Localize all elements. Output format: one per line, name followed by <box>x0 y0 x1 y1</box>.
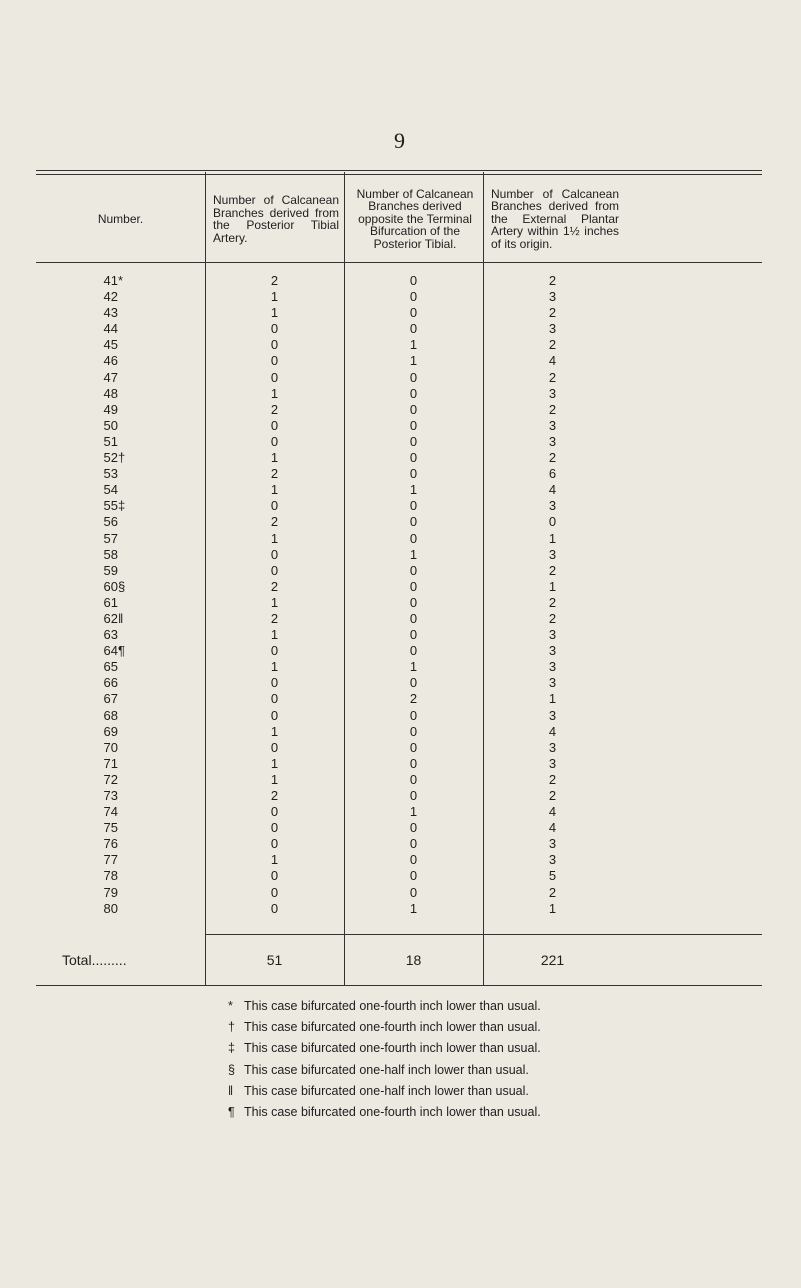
cell-external-plantar: 3 <box>548 643 557 659</box>
cell-external-plantar: 3 <box>548 627 557 643</box>
cell-posterior-tibial: 0 <box>270 739 279 755</box>
cell-opposite-bifurcation: 0 <box>409 707 418 723</box>
cell-external-plantar: 4 <box>548 820 557 836</box>
row-number: 57 <box>103 530 118 546</box>
cell-posterior-tibial: 2 <box>270 578 279 594</box>
cell-opposite-bifurcation: 0 <box>409 594 418 610</box>
cell-external-plantar: 1 <box>548 900 557 916</box>
cell-external-plantar: 2 <box>548 305 557 321</box>
row-number: 80 <box>103 900 118 916</box>
cell-posterior-tibial: 0 <box>270 691 279 707</box>
total-opposite-bifurcation: 18 <box>405 952 422 968</box>
row-number: 64¶ <box>103 643 125 659</box>
cell-opposite-bifurcation: 0 <box>409 739 418 755</box>
cell-external-plantar: 1 <box>548 578 557 594</box>
footnote-mark: ‖ <box>228 1083 234 1098</box>
row-number: 63 <box>103 627 118 643</box>
total-rule <box>205 934 762 935</box>
cell-posterior-tibial: 1 <box>270 289 279 305</box>
cell-opposite-bifurcation: 0 <box>409 401 418 417</box>
cell-posterior-tibial: 0 <box>270 337 279 353</box>
cell-posterior-tibial: 0 <box>270 820 279 836</box>
row-number: 41* <box>103 273 124 288</box>
header-bottom-rule <box>36 262 762 263</box>
row-number: 47 <box>103 369 118 385</box>
cell-external-plantar: 4 <box>548 353 557 369</box>
row-number: 54 <box>103 482 118 498</box>
table-row <box>36 868 622 884</box>
table-row <box>36 595 622 611</box>
cell-posterior-tibial: 0 <box>270 417 279 433</box>
table-row <box>36 482 622 498</box>
cell-posterior-tibial: 0 <box>270 369 279 385</box>
cell-posterior-tibial: 1 <box>270 755 279 771</box>
row-number: 66 <box>103 675 118 691</box>
cell-posterior-tibial: 1 <box>270 530 279 546</box>
cell-opposite-bifurcation: 0 <box>409 771 418 787</box>
header-posterior-tibial: Number of Calcanean Branches derived from the Posterior Tibial Artery. <box>213 193 339 245</box>
cell-posterior-tibial: 0 <box>270 643 279 659</box>
row-number: 52† <box>103 450 126 466</box>
cell-opposite-bifurcation: 0 <box>409 868 418 884</box>
table-row <box>36 498 622 514</box>
table-row <box>36 643 622 659</box>
table-row <box>36 434 622 450</box>
table-row <box>36 466 622 482</box>
cell-posterior-tibial: 1 <box>270 450 279 466</box>
cell-opposite-bifurcation: 0 <box>409 627 418 643</box>
cell-external-plantar: 2 <box>548 337 557 353</box>
row-number: 59 <box>103 562 118 578</box>
cell-external-plantar: 2 <box>548 401 557 417</box>
footnote-text: This case bifurcated one-fourth inch lower than usual. <box>244 1105 541 1120</box>
row-number: 46 <box>103 353 118 369</box>
cell-external-plantar: 3 <box>548 852 557 868</box>
cell-opposite-bifurcation: 0 <box>409 305 418 321</box>
cell-external-plantar: 3 <box>548 675 557 691</box>
footnote-text: This case bifurcated one-half inch lower than usual. <box>244 1083 529 1098</box>
cell-posterior-tibial: 2 <box>270 788 279 803</box>
cell-posterior-tibial: 2 <box>270 610 279 626</box>
row-number: 65 <box>103 659 118 675</box>
cell-external-plantar: 2 <box>548 562 557 578</box>
row-number: 70 <box>103 739 118 755</box>
cell-opposite-bifurcation: 0 <box>409 755 418 771</box>
table-row <box>36 337 622 353</box>
cell-external-plantar: 3 <box>548 385 557 401</box>
row-number: 58 <box>103 546 118 562</box>
cell-external-plantar: 3 <box>548 659 557 675</box>
cell-posterior-tibial: 1 <box>270 852 279 868</box>
row-number: 50 <box>103 417 118 433</box>
table-row <box>36 353 622 369</box>
table-row <box>36 579 622 595</box>
table-row <box>36 708 622 724</box>
cell-external-plantar: 5 <box>548 868 557 884</box>
cell-external-plantar: 2 <box>548 594 557 610</box>
cell-posterior-tibial: 1 <box>270 385 279 401</box>
cell-opposite-bifurcation: 0 <box>409 820 418 836</box>
cell-opposite-bifurcation: 0 <box>409 273 418 288</box>
cell-posterior-tibial: 2 <box>270 273 279 288</box>
cell-posterior-tibial: 1 <box>270 482 279 498</box>
cell-posterior-tibial: 0 <box>270 868 279 884</box>
header-number: Number. <box>97 211 144 226</box>
cell-opposite-bifurcation: 0 <box>409 610 418 626</box>
row-number: 51 <box>103 433 118 449</box>
row-number: 45 <box>103 337 118 353</box>
row-number: 48 <box>103 385 118 401</box>
footnote-text: This case bifurcated one-fourth inch lower than usual. <box>244 999 541 1013</box>
cell-opposite-bifurcation: 0 <box>409 466 418 482</box>
cell-posterior-tibial: 0 <box>270 498 279 514</box>
cell-external-plantar: 3 <box>548 755 557 771</box>
table-row <box>36 852 622 868</box>
cell-opposite-bifurcation: 0 <box>409 433 418 449</box>
footnote <box>228 1038 541 1059</box>
cell-external-plantar: 2 <box>548 788 557 803</box>
cell-opposite-bifurcation: 0 <box>409 514 418 530</box>
cell-external-plantar: 3 <box>548 321 557 337</box>
table-row <box>36 675 622 691</box>
table-row <box>36 627 622 643</box>
cell-external-plantar: 0 <box>548 514 557 530</box>
total-external-plantar: 221 <box>540 952 565 968</box>
row-number: 75 <box>103 820 118 836</box>
row-number: 79 <box>103 884 118 900</box>
cell-opposite-bifurcation: 1 <box>409 337 418 353</box>
row-number: 60§ <box>103 578 126 594</box>
table-row <box>36 772 622 788</box>
table-row <box>36 402 622 418</box>
table-row <box>36 901 622 917</box>
table-row <box>36 885 622 901</box>
cell-posterior-tibial: 0 <box>270 884 279 900</box>
cell-posterior-tibial: 1 <box>270 305 279 321</box>
cell-external-plantar: 4 <box>548 723 557 739</box>
row-number: 78 <box>103 868 118 884</box>
table-row <box>36 547 622 563</box>
table-row <box>36 563 622 579</box>
footnote-mark: ¶ <box>228 1105 235 1120</box>
table-row <box>36 370 622 386</box>
cell-external-plantar: 3 <box>548 498 557 514</box>
row-number: 49 <box>103 401 118 417</box>
row-number: 74 <box>103 804 118 820</box>
footnote-mark: * <box>228 999 233 1013</box>
cell-opposite-bifurcation: 0 <box>409 498 418 514</box>
table-row <box>36 514 622 530</box>
cell-posterior-tibial: 1 <box>270 594 279 610</box>
row-number: 62‖ <box>103 610 124 626</box>
top-rule-inner <box>36 174 762 175</box>
cell-opposite-bifurcation: 1 <box>409 900 418 916</box>
page-number: 9 <box>394 128 405 153</box>
cell-opposite-bifurcation: 0 <box>409 385 418 401</box>
cell-external-plantar: 3 <box>548 836 557 852</box>
cell-posterior-tibial: 0 <box>270 900 279 916</box>
table-row <box>36 450 622 466</box>
table-row <box>36 386 622 402</box>
cell-opposite-bifurcation: 0 <box>409 562 418 578</box>
footnote <box>228 1017 541 1038</box>
cell-external-plantar: 3 <box>548 707 557 723</box>
cell-opposite-bifurcation: 0 <box>409 450 418 466</box>
row-number: 55‡ <box>103 498 126 514</box>
cell-opposite-bifurcation: 0 <box>409 723 418 739</box>
footnote-mark: ‡ <box>228 1041 235 1056</box>
footnote <box>228 1102 541 1123</box>
cell-posterior-tibial: 2 <box>270 514 279 530</box>
footnote-text: This case bifurcated one-half inch lower than usual. <box>244 1062 529 1077</box>
cell-opposite-bifurcation: 0 <box>409 643 418 659</box>
cell-posterior-tibial: 0 <box>270 836 279 852</box>
row-number: 71 <box>103 755 118 771</box>
table-row <box>36 273 622 289</box>
row-number: 53 <box>103 466 118 482</box>
table-row <box>36 740 622 756</box>
cell-posterior-tibial: 0 <box>270 353 279 369</box>
cell-opposite-bifurcation: 0 <box>409 675 418 691</box>
cell-external-plantar: 2 <box>548 369 557 385</box>
cell-posterior-tibial: 1 <box>270 627 279 643</box>
cell-opposite-bifurcation: 2 <box>409 691 418 707</box>
header-opposite-bifurcation: Number of Calcanean Branches derived opposite the Terminal Bifurcation of the Posterior Tibial. <box>356 186 474 251</box>
cell-external-plantar: 2 <box>548 273 557 288</box>
row-number: 77 <box>103 852 118 868</box>
cell-external-plantar: 2 <box>548 771 557 787</box>
cell-opposite-bifurcation: 0 <box>409 852 418 868</box>
total-posterior-tibial: 51 <box>266 952 283 968</box>
data-table <box>36 273 622 917</box>
cell-posterior-tibial: 2 <box>270 401 279 417</box>
row-number: 68 <box>103 707 118 723</box>
cell-opposite-bifurcation: 0 <box>409 884 418 900</box>
cell-opposite-bifurcation: 1 <box>409 659 418 675</box>
cell-opposite-bifurcation: 0 <box>409 578 418 594</box>
row-number: 56 <box>103 514 118 530</box>
table-bottom-rule <box>36 985 762 986</box>
row-number: 76 <box>103 836 118 852</box>
footnote-mark: † <box>228 1020 235 1035</box>
cell-external-plantar: 2 <box>548 610 557 626</box>
cell-opposite-bifurcation: 0 <box>409 289 418 305</box>
cell-posterior-tibial: 1 <box>270 659 279 675</box>
table-row <box>36 418 622 434</box>
cell-opposite-bifurcation: 0 <box>409 788 418 803</box>
footnote-text: This case bifurcated one-fourth inch lower than usual. <box>244 1020 541 1035</box>
row-number: 72 <box>103 771 118 787</box>
table-row <box>36 531 622 547</box>
cell-external-plantar: 4 <box>548 804 557 820</box>
row-number: 42 <box>103 289 118 305</box>
header-external-plantar: Number of Calcanean Branches derived from the External Plantar Artery within 1½ inches of its origin. <box>491 186 619 251</box>
cell-posterior-tibial: 0 <box>270 433 279 449</box>
table-row <box>36 788 622 804</box>
cell-external-plantar: 3 <box>548 546 557 562</box>
row-number: 73 <box>103 788 118 803</box>
footnote <box>228 1060 541 1081</box>
cell-external-plantar: 6 <box>548 466 557 482</box>
cell-posterior-tibial: 0 <box>270 562 279 578</box>
cell-opposite-bifurcation: 1 <box>409 482 418 498</box>
cell-external-plantar: 3 <box>548 739 557 755</box>
table-row <box>36 691 622 707</box>
cell-external-plantar: 3 <box>548 289 557 305</box>
cell-opposite-bifurcation: 1 <box>409 353 418 369</box>
cell-opposite-bifurcation: 0 <box>409 530 418 546</box>
cell-posterior-tibial: 0 <box>270 546 279 562</box>
row-number: 61 <box>103 594 118 610</box>
cell-posterior-tibial: 1 <box>270 771 279 787</box>
table-row <box>36 756 622 772</box>
footnote <box>228 996 541 1017</box>
table-row <box>36 836 622 852</box>
total-label: Total......... <box>62 952 127 968</box>
row-number: 67 <box>103 691 118 707</box>
header-divider <box>344 172 345 263</box>
cell-opposite-bifurcation: 1 <box>409 546 418 562</box>
cell-external-plantar: 2 <box>548 450 557 466</box>
cell-opposite-bifurcation: 0 <box>409 836 418 852</box>
cell-opposite-bifurcation: 0 <box>409 417 418 433</box>
cell-posterior-tibial: 0 <box>270 321 279 337</box>
cell-posterior-tibial: 2 <box>270 466 279 482</box>
table-row <box>36 804 622 820</box>
row-number: 43 <box>103 305 118 321</box>
footnote <box>228 1081 541 1102</box>
cell-external-plantar: 1 <box>548 530 557 546</box>
table-row <box>36 321 622 337</box>
cell-posterior-tibial: 0 <box>270 804 279 820</box>
cell-opposite-bifurcation: 1 <box>409 804 418 820</box>
header-divider <box>483 172 484 263</box>
cell-posterior-tibial: 0 <box>270 707 279 723</box>
cell-external-plantar: 4 <box>548 482 557 498</box>
cell-external-plantar: 1 <box>548 691 557 707</box>
table-row <box>36 611 622 627</box>
table-row <box>36 820 622 836</box>
row-number: 44 <box>103 321 118 337</box>
table-row <box>36 305 622 321</box>
cell-opposite-bifurcation: 0 <box>409 321 418 337</box>
table-row <box>36 659 622 675</box>
footnotes <box>228 996 541 1123</box>
cell-opposite-bifurcation: 0 <box>409 369 418 385</box>
footnote-mark: § <box>228 1062 235 1077</box>
cell-external-plantar: 2 <box>548 884 557 900</box>
header-divider <box>205 172 206 263</box>
cell-posterior-tibial: 1 <box>270 723 279 739</box>
footnote-text: This case bifurcated one-fourth inch lower than usual. <box>244 1041 541 1056</box>
cell-external-plantar: 3 <box>548 433 557 449</box>
row-number: 69 <box>103 723 118 739</box>
cell-external-plantar: 3 <box>548 417 557 433</box>
top-rule <box>36 170 762 171</box>
cell-posterior-tibial: 0 <box>270 675 279 691</box>
table-row <box>36 724 622 740</box>
table-row <box>36 289 622 305</box>
